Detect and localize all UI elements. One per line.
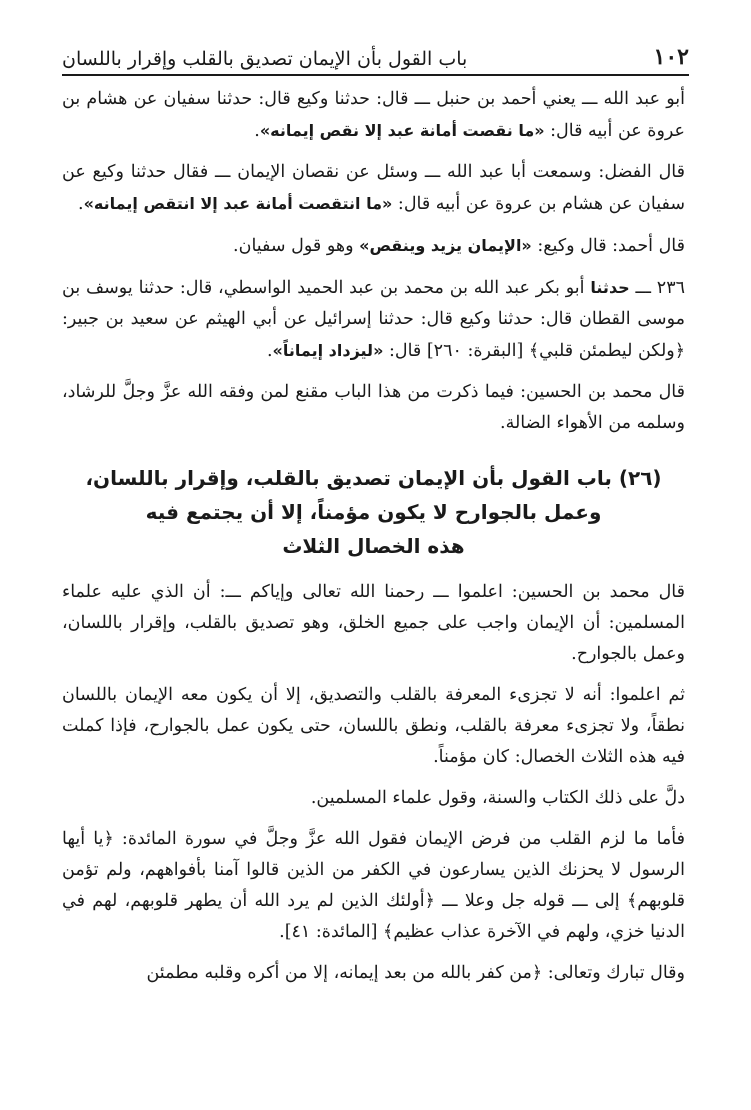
paragraph-7: [62, 680, 685, 773]
page-header: [62, 32, 689, 76]
text: فأما ما لزم القلب من فرض الإيمان فقول الله عزَّ وجلَّ في سورة المائدة: ﴿يا أيها الرسول لا يحزنك الذين يسارعون في الكفر من الذين قالوا آمنا بأفواههم، ولم تؤمن قلوبهم﴾ إلى ـــ قوله جل وعلا ـــ ﴿أولئك الذين لم يرد الله أن يطهر قلوبهم، لهم في الدنيا خزي، ولهم في الآخرة عذاب عظيم﴾ [المائدة: ٤١].: [62, 829, 686, 942]
chapter-line-2: وعمل بالجوارح لا يكون مؤمناً، إلا أن يجتمع فيه: [145, 500, 602, 524]
text: .: [78, 194, 84, 214]
text: قال أحمد: قال وكيع:: [531, 236, 685, 256]
paragraph-9: [62, 824, 685, 948]
chapter-heading: [62, 461, 685, 563]
text: وهو قول سفيان.: [233, 236, 360, 256]
chapter-line-1: (٢٦) باب القول بأن الإيمان تصديق بالقلب، وإقرار باللسان،: [85, 466, 662, 490]
paragraph-3: [62, 230, 685, 262]
bold-quote: «ليزداد إيماناً»: [272, 341, 384, 360]
text: ثم اعلموا: أنه لا تجزىء المعرفة بالقلب والتصديق، إلا أن يكون معه الإيمان باللسان نطقاً، ولا تجزىء معرفة بالقلب، ونطق باللسان، حتى يكون عمل بالجوارح، فإذا كملت فيه هذه الثلاث الخصال: كان مؤمناً.: [62, 685, 685, 767]
paragraph-4: [62, 272, 685, 367]
text: ٢٣٦ ـــ: [629, 278, 685, 298]
text: .: [266, 341, 273, 361]
text: قال محمد بن الحسين: اعلموا ـــ رحمنا الله تعالى وإياكم ـــ: أن الذي عليه علماء المسلمين: أن الإيمان واجب على جميع الخلق، وهو تصديق بالقلب، وإقرار باللسان، وعمل بالجوارح.: [62, 582, 685, 664]
paragraph-5: [62, 377, 685, 439]
chapter-line-3: هذه الخصال الثلاث: [282, 534, 465, 558]
paragraph-8: [62, 783, 685, 814]
paragraph-10: [62, 958, 685, 989]
running-title: باب القول بأن الإيمان تصديق بالقلب وإقرار باللسان: [62, 48, 468, 70]
bold-quote: «ما انتقصت أمانة عبد إلا انتقص إيمانه»: [83, 194, 393, 213]
paragraph-6: [62, 577, 685, 670]
text: أبو عبد الله ـــ يعني أحمد بن حنبل ـــ قال: حدثنا وكيع قال: حدثنا سفيان عن هشام بن عروة عن أبيه قال:: [62, 89, 685, 141]
page-number: ١٠٢: [653, 44, 689, 70]
page-body: [62, 84, 685, 999]
bold-word: حدثنا: [590, 278, 630, 297]
text: قال الفضل: وسمعت أبا عبد الله ـــ وسئل عن نقصان الإيمان ـــ فقال حدثنا وكيع عن سفيان عن هشام بن عروة عن أبيه قال:: [62, 162, 685, 214]
text: دلَّ على ذلك الكتاب والسنة، وقول علماء المسلمين.: [310, 788, 685, 808]
bold-quote: «ما نقصت أمانة عبد إلا نقص إيمانه»: [259, 121, 545, 140]
text: .: [254, 121, 260, 141]
paragraph-1: [62, 84, 685, 147]
text: وقال تبارك وتعالى: ﴿من كفر بالله من بعد إيمانه، إلا من أكره وقلبه مطمئن: [146, 963, 685, 983]
bold-quote: «الإيمان يزيد وينقص»: [359, 236, 532, 255]
paragraph-2: [62, 157, 685, 220]
text: قال محمد بن الحسين: فيما ذكرت من هذا الباب مقنع لمن وفقه الله عزَّ وجلَّ للرشاد، وسلمه من الأهواء الضالة.: [62, 382, 685, 433]
text: أبو بكر عبد الله بن محمد بن عبد الحميد الواسطي، قال: حدثنا يوسف بن موسى القطان قال: حدثنا وكيع قال: حدثنا إسرائيل عن أبي الهيثم عن سعيد بن جبير: ﴿ولكن ليطمئن قلبي﴾ [البقرة: ٢٦٠] قال:: [62, 278, 685, 361]
